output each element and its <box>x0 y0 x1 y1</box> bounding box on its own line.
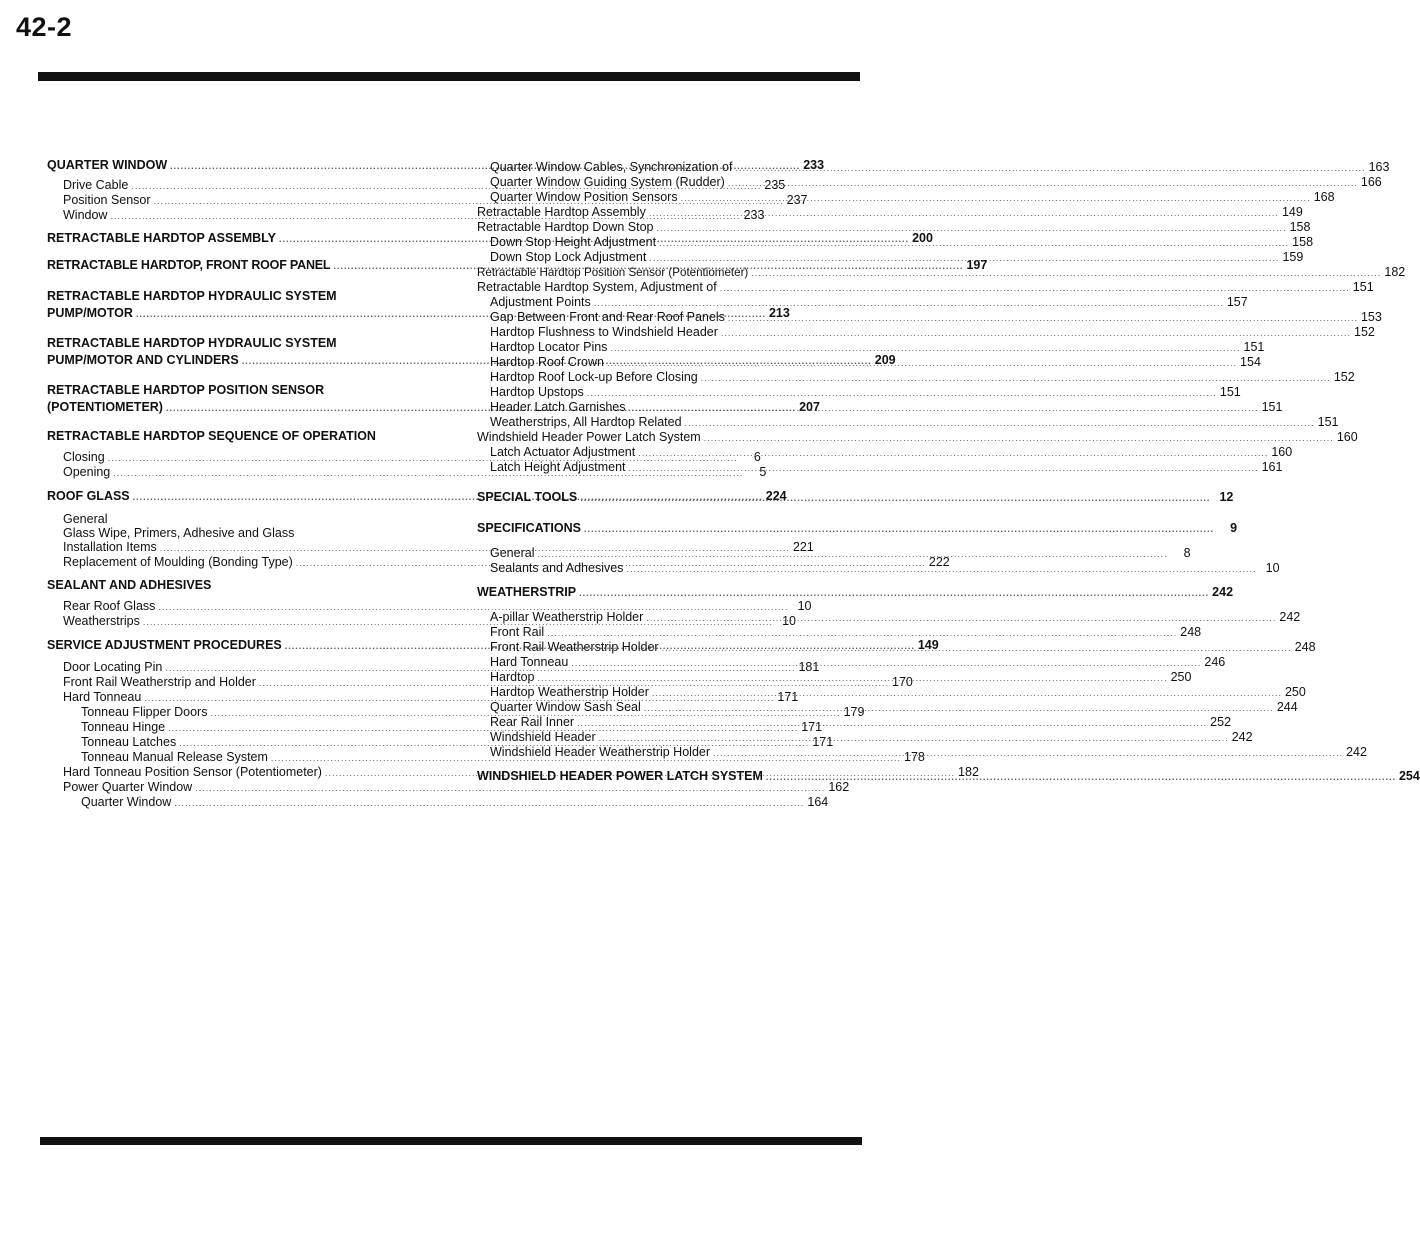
index-entry[interactable]: Replacement of Moulding (Bonding Type) ..... 222 <box>47 555 401 570</box>
index-entry[interactable]: Tonneau Latches ..... 171 <box>47 735 401 750</box>
index-entry[interactable]: Hard Tonneau ..... 246 <box>477 655 862 670</box>
index-entry[interactable]: Retractable Hardtop Assembly ..... 149 <box>477 205 862 220</box>
index-entry[interactable]: Windshield Header Power Latch System ..... 160 <box>477 430 862 445</box>
index-entry[interactable]: Tonneau Hinge ..... 171 <box>47 720 401 735</box>
index-entry[interactable]: Latch Actuator Adjustment ..... 160 <box>477 445 862 460</box>
index-heading[interactable]: QUARTER WINDOW ..... 233 <box>47 158 401 174</box>
index-heading-line: RETRACTABLE HARDTOP POSITION SENSOR <box>47 383 325 397</box>
index-entry[interactable]: Window ..... 233 <box>47 208 401 223</box>
index-heading[interactable]: SPECIFICATIONS ..... 9 <box>477 521 862 537</box>
index-heading[interactable]: RETRACTABLE HARDTOP, FRONT ROOF PANEL ..... 197 <box>47 258 401 274</box>
index-entry[interactable]: Front Rail Weatherstrip Holder ..... 248 <box>477 640 862 655</box>
index-entry[interactable]: Tonneau Manual Release System ..... 178 <box>47 750 401 765</box>
index-subheading: Glass Wipe, Primers, Adhesive and Glass <box>63 526 295 540</box>
index-heading[interactable]: WEATHERSTRIP ..... 242 <box>477 585 862 601</box>
index-heading[interactable]: PUMP/MOTOR ..... 213 <box>47 306 401 322</box>
index-heading[interactable]: SPECIAL TOOLS ..... 12 <box>477 490 862 506</box>
index-entry[interactable]: Power Quarter Window ..... 162 <box>47 780 401 795</box>
index-entry[interactable]: Quarter Window Cables, Synchronization of ..... 163 <box>477 160 862 175</box>
index-entry[interactable]: Rear Rail Inner ..... 252 <box>477 715 862 730</box>
index-entry[interactable]: Hardtop Flushness to Windshield Header ..... 152 <box>477 325 862 340</box>
index-entry[interactable]: Down Stop Height Adjustment ..... 158 <box>477 235 862 250</box>
index-entry[interactable]: Hardtop Locator Pins ..... 151 <box>477 340 862 355</box>
index-entry[interactable]: Door Locating Pin ..... 181 <box>47 660 401 675</box>
index-entry[interactable]: Hard Tonneau ..... 171 <box>47 690 401 705</box>
index-entry[interactable]: Retractable Hardtop Position Sensor (Potentiometer) ..... 182 <box>477 265 862 280</box>
index-heading[interactable]: (POTENTIOMETER) ..... 207 <box>47 400 401 416</box>
index-entry[interactable]: Windshield Header ..... 242 <box>477 730 862 745</box>
index-entry[interactable]: General ..... 8 <box>477 546 862 561</box>
page-number: 42-2 <box>16 12 73 42</box>
index-entry[interactable]: Weatherstrips, All Hardtop Related ..... 151 <box>477 415 862 430</box>
index-heading[interactable]: RETRACTABLE HARDTOP SEQUENCE OF OPERATION <box>47 429 376 443</box>
index-entry[interactable]: Quarter Window ..... 164 <box>47 795 401 810</box>
index-entry[interactable]: Sealants and Adhesives ..... 10 <box>477 561 862 576</box>
index-entry[interactable]: Tonneau Flipper Doors ..... 179 <box>47 705 401 720</box>
index-entry[interactable]: Rear Roof Glass ..... 10 <box>47 599 401 614</box>
index-heading[interactable]: ROOF GLASS ..... 224 <box>47 489 401 505</box>
index-entry[interactable]: Hardtop ..... 250 <box>477 670 862 685</box>
index-entry[interactable]: Windshield Header Weatherstrip Holder ..... 242 <box>477 745 862 760</box>
index-entry[interactable]: Retractable Hardtop System, Adjustment of ..... 151 <box>477 280 862 295</box>
index-heading[interactable]: SERVICE ADJUSTMENT PROCEDURES ..... 149 <box>47 638 401 654</box>
index-entry[interactable]: Weatherstrips ..... 10 <box>47 614 401 629</box>
index-heading[interactable]: WINDSHIELD HEADER POWER LATCH SYSTEM ..... 254 <box>477 769 862 785</box>
index-entry[interactable]: Hardtop Roof Lock-up Before Closing ..... 152 <box>477 370 862 385</box>
index-entry[interactable]: Drive Cable ..... 235 <box>47 178 401 193</box>
top-rule <box>38 72 860 81</box>
index-entry[interactable]: Front Rail ..... 248 <box>477 625 862 640</box>
index-entry[interactable]: Quarter Window Position Sensors ..... 168 <box>477 190 862 205</box>
index-entry[interactable]: Opening ..... 5 <box>47 465 401 480</box>
index-subheading: General <box>63 512 108 526</box>
index-heading[interactable]: RETRACTABLE HARDTOP ASSEMBLY ..... 200 <box>47 231 401 247</box>
index-entry[interactable]: Hardtop Weatherstrip Holder ..... 250 <box>477 685 862 700</box>
index-entry[interactable]: Hardtop Roof Crown ..... 154 <box>477 355 862 370</box>
index-entry[interactable]: Hard Tonneau Position Sensor (Potentiometer) ..... 182 <box>47 765 401 780</box>
index-entry[interactable]: Gap Between Front and Rear Roof Panels ..... 153 <box>477 310 862 325</box>
index-heading-line: RETRACTABLE HARDTOP HYDRAULIC SYSTEM <box>47 289 337 303</box>
bottom-rule <box>40 1137 862 1145</box>
index-entry[interactable]: Installation Items ..... 221 <box>47 540 401 555</box>
index-entry[interactable]: Header Latch Garnishes ..... 151 <box>477 400 862 415</box>
index-entry[interactable]: Latch Height Adjustment ..... 161 <box>477 460 862 475</box>
index-entry[interactable]: Quarter Window Guiding System (Rudder) ..... 166 <box>477 175 862 190</box>
index-entry[interactable]: Down Stop Lock Adjustment ..... 159 <box>477 250 862 265</box>
index-entry[interactable]: A-pillar Weatherstrip Holder ..... 242 <box>477 610 862 625</box>
index-heading[interactable]: SEALANT AND ADHESIVES <box>47 578 212 592</box>
index-entry[interactable]: Closing ..... 6 <box>47 450 401 465</box>
index-heading-line: RETRACTABLE HARDTOP HYDRAULIC SYSTEM <box>47 336 337 350</box>
index-heading[interactable]: PUMP/MOTOR AND CYLINDERS ..... 209 <box>47 353 401 369</box>
index-entry[interactable]: Position Sensor ..... 237 <box>47 193 401 208</box>
index-entry[interactable]: Adjustment Points ..... 157 <box>477 295 862 310</box>
index-entry[interactable]: Front Rail Weatherstrip and Holder ..... 170 <box>47 675 401 690</box>
index-entry[interactable]: Hardtop Upstops ..... 151 <box>477 385 862 400</box>
index-entry[interactable]: Retractable Hardtop Down Stop ..... 158 <box>477 220 862 235</box>
index-entry[interactable]: Quarter Window Sash Seal ..... 244 <box>477 700 862 715</box>
